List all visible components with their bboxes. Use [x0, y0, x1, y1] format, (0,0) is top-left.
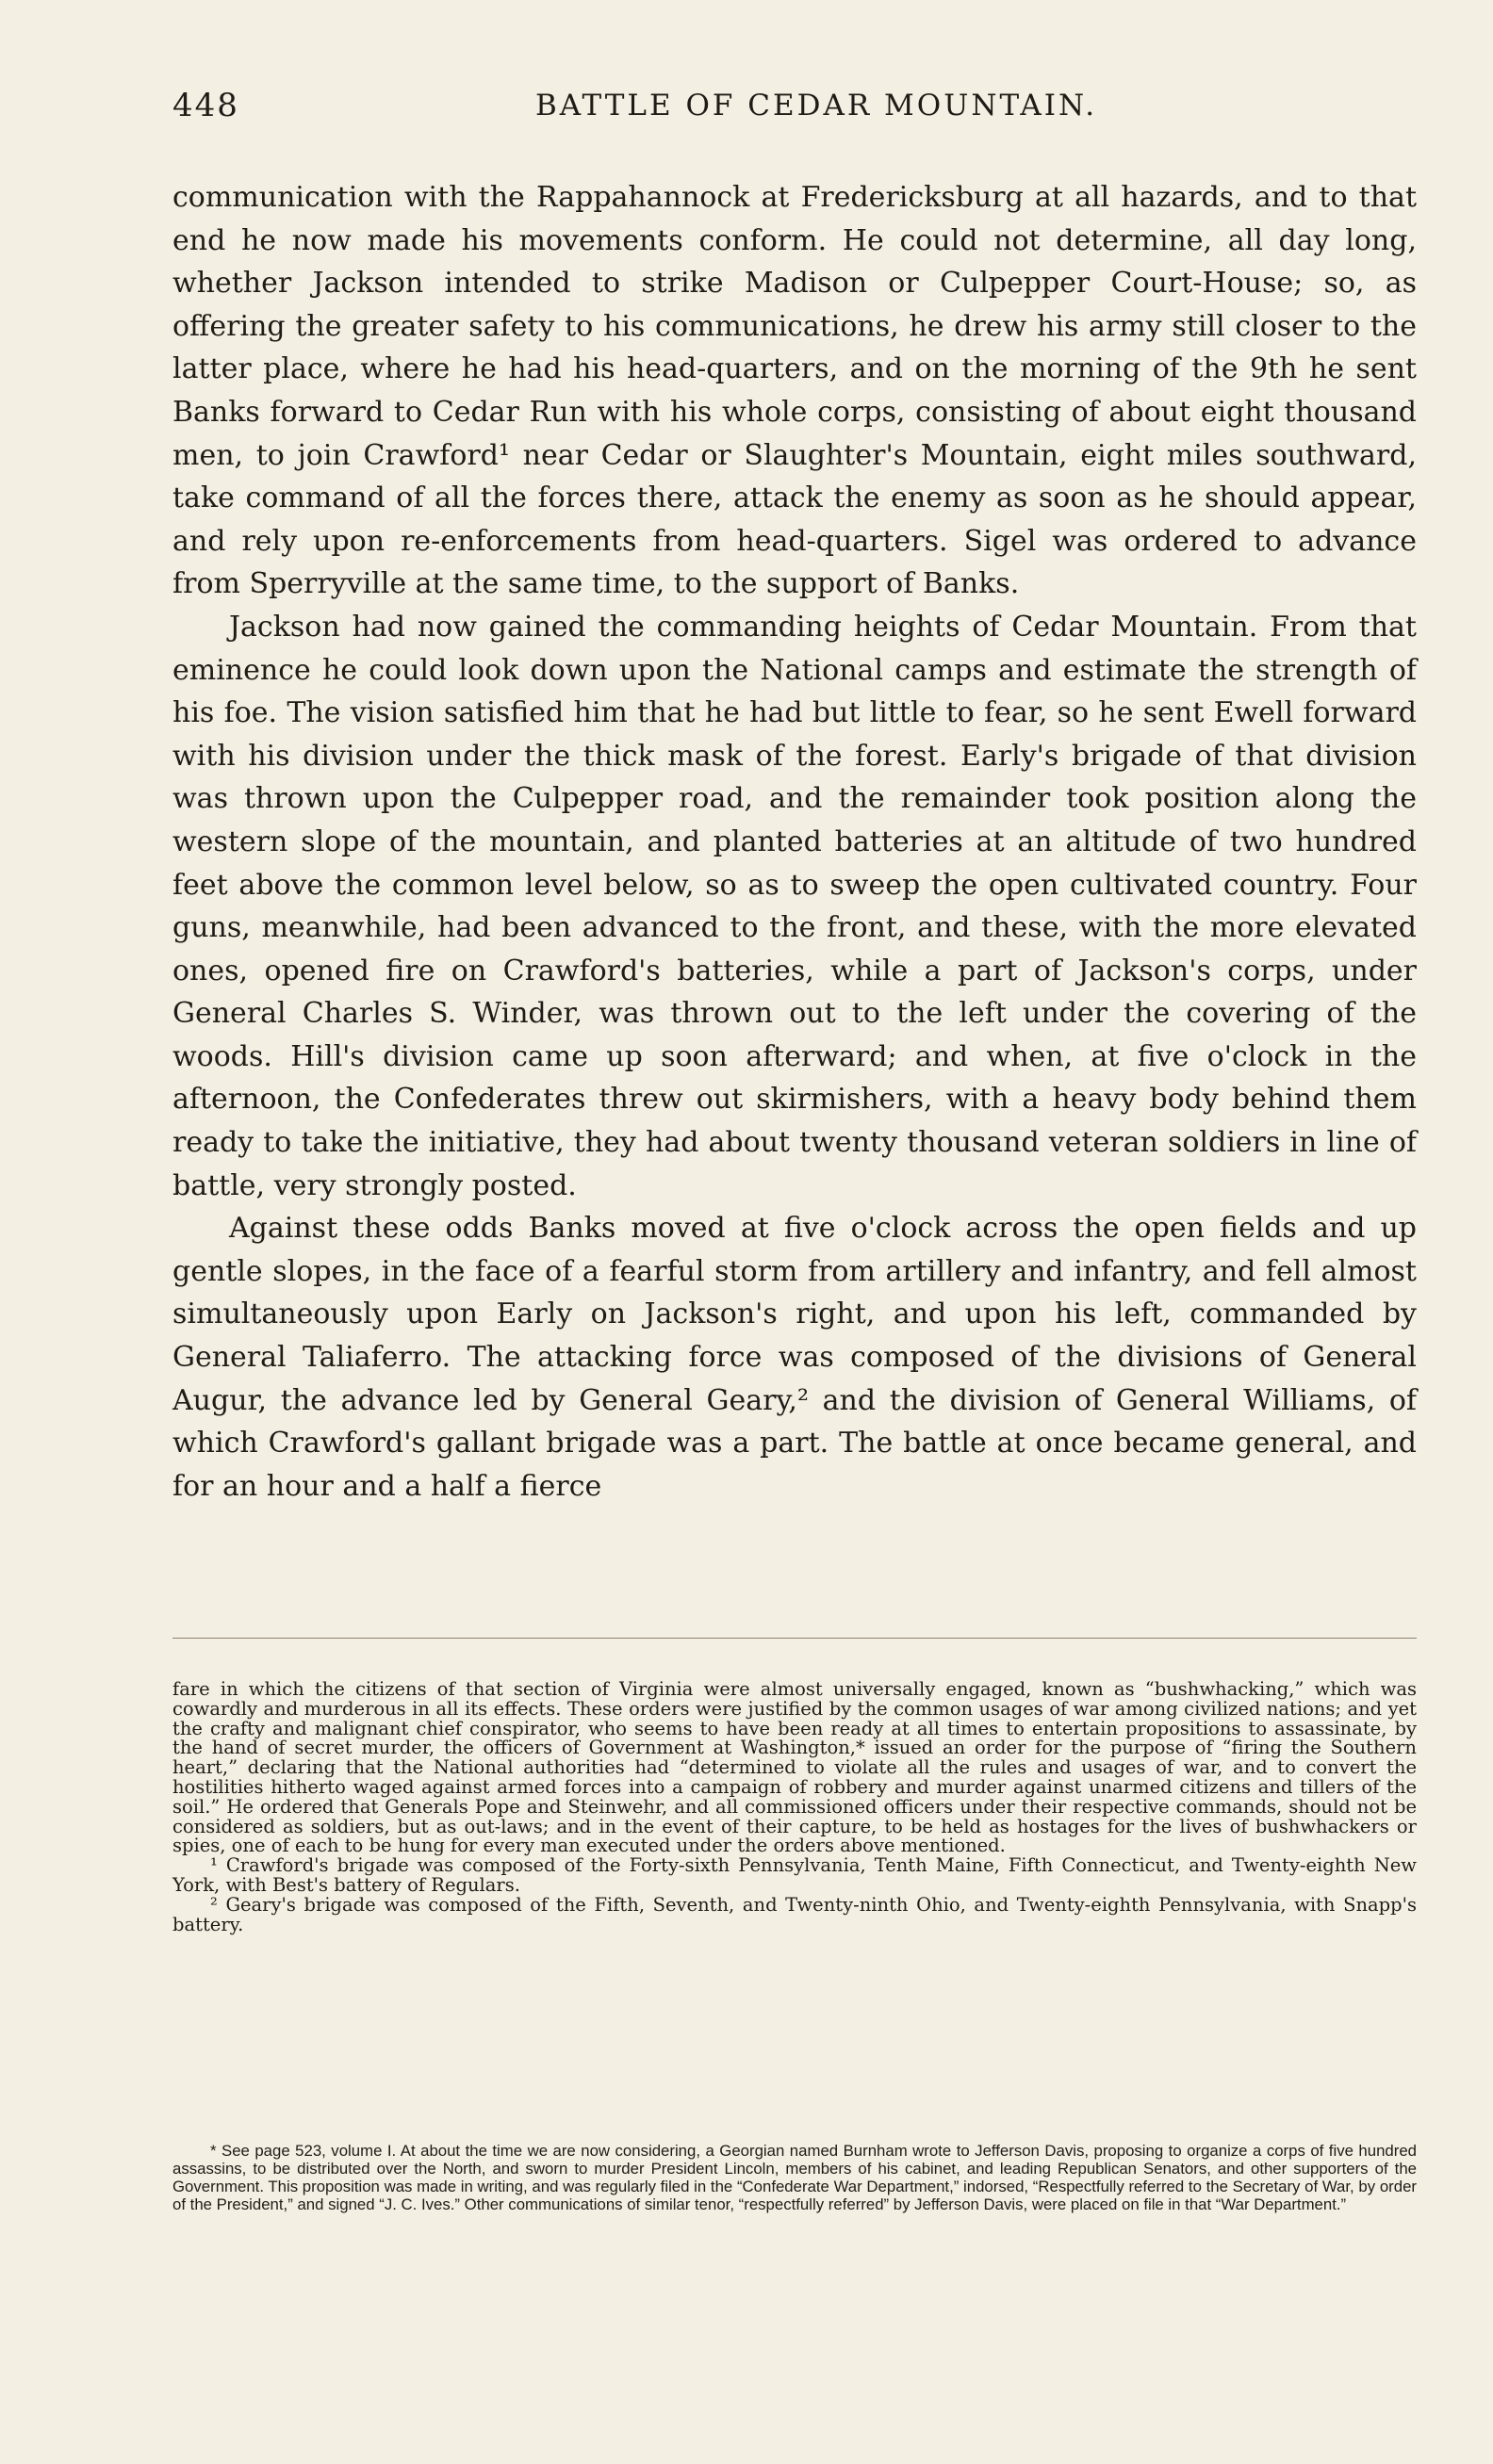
- paragraph-3: Against these odds Banks moved at five o'clock across the open fields and up gentle slopes, in the face of a fearful storm from artillery and infantry, and fell almost simultaneously upon Early on Jackson's right, and upon his left, commanded by General Taliaferro. The attacking force was composed of the divisions of General Augur, the advance led by General Geary,² and the division of General Williams, of which Crawford's gallant brigade was a part. The battle at once became general, and for an hour and a half a fierce: [172, 1212, 1417, 1503]
- footnote-1: ¹ Crawford's brigade was composed of the Forty-sixth Pennsylvania, Tenth Maine, Fifth Connecticut, and Twenty-eighth New York, with Best's battery of Regulars.: [172, 1854, 1417, 1896]
- star-footnote: [172, 2142, 1417, 2213]
- footnote-2: ² Geary's brigade was composed of the Fifth, Seventh, and Twenty-ninth Ohio, and Twenty-eighth Pennsylvania, with Snapp's battery.: [172, 1893, 1417, 1935]
- footnote-divider: [172, 1638, 1417, 1639]
- main-text: [172, 176, 1417, 1508]
- footnote-continuation: fare in which the citizens of that section of Virginia were almost universally engaged, known as “bushwhacking,” which was cowardly and murderous in all its effects. These orders were justified by the common usages of war among civilized nations; and yet the crafty and malignant chief conspirator, who seems to have been ready at all times to entertain propositions to assassinate, by the hand of secret murder, the officers of Government at Washington,* issued an order for the purpose of “firing the Southern heart,” declaring that the National authorities had “determined to violate all the rules and usages of war, and to convert the hostilities hitherto waged against armed forces into a campaign of robbery and murder against unarmed citizens and tillers of the soil.” He ordered that Generals Pope and Steinwehr, and all commissioned officers under their respective commands, should not be considered as soldiers, but as out-laws; and in the event of their capture, to be held as hostages for the lives of bushwhackers or spies, one of each to be hung for every man executed under the orders above mentioned.: [172, 1678, 1417, 1857]
- page-header: [172, 87, 1399, 134]
- star-footnote-text: * See page 523, volume I. At about the time we are now considering, a Georgian named Burnham wrote to Jefferson Davis, proposing to organize a corps of five hundred assassins, to be distributed over the North, and sworn to murder President Lincoln, members of his cabinet, and leading Republican Senators, and other supporters of the Government. This proposition was made in writing, and was regularly filed in the “Confederate War Department,” indorsed, “Respectfully referred to the Secretary of War, by order of the President,” and signed “J. C. Ives.” Other communications of similar tenor, “respectfully referred” by Jefferson Davis, were placed on file in that “War Department.”: [172, 2142, 1417, 2213]
- paragraph-2: Jackson had now gained the commanding heights of Cedar Mountain. From that eminence he could look down upon the National camps and estimate the strength of his foe. The vision satisfied him that he had but little to fear, so he sent Ewell forward with his division under the thick mask of the forest. Early's brigade of that division was thrown upon the Culpepper road, and the remainder took position along the western slope of the mountain, and planted batteries at an altitude of two hundred feet above the common level below, so as to sweep the open cultivated country. Four guns, meanwhile, had been advanced to the front, and these, with the more elevated ones, opened fire on Crawford's batteries, while a part of Jackson's corps, under General Charles S. Winder, was thrown out to the left under the covering of the woods. Hill's division came up soon afterward; and when, at five o'clock in the afternoon, the Confederates threw out skirmishers, with a heavy body behind them ready to take the initiative, they had about twenty thousand veteran soldiers in line of battle, very strongly posted.: [172, 610, 1417, 1202]
- page-number: 448: [172, 87, 239, 124]
- paragraph-1: communication with the Rappahannock at Fredericksburg at all hazards, and to that end he now made his movements conform. He could not determine, all day long, whether Jackson intended to strike Madison or Culpepper Court-House; so, as offering the greater safety to his communications, he drew his army still closer to the latter place, where he had his head-quarters, and on the morning of the 9th he sent Banks forward to Cedar Run with his whole corps, consisting of about eight thousand men, to join Crawford¹ near Cedar or Slaughter's Mountain, eight miles southward, take command of all the forces there, attack the enemy as soon as he should appear, and rely upon re-enforcements from head-quarters. Sigel was ordered to advance from Sperryville at the same time, to the support of Banks.: [172, 181, 1417, 601]
- footnotes: [172, 1680, 1417, 1934]
- running-head: BATTLE OF CEDAR MOUNTAIN.: [535, 89, 1098, 122]
